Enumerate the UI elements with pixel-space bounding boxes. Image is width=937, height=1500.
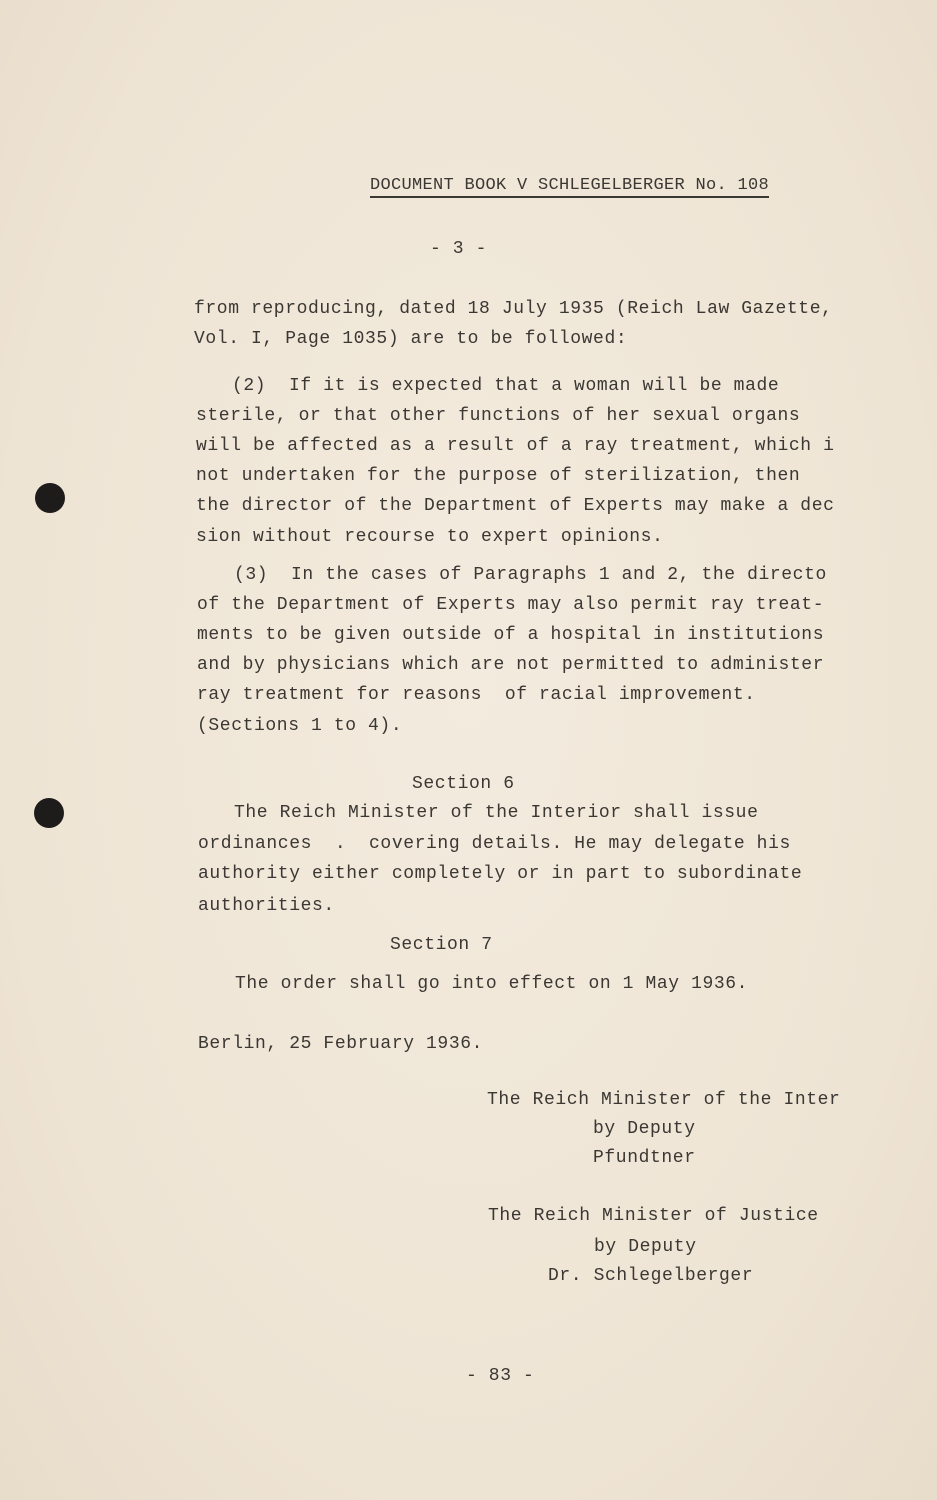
paragraph-2-line: will be affected as a result of a ray treatment, which i (196, 436, 835, 456)
page-number-bottom: - 83 - (466, 1366, 535, 1386)
paragraph-2-line: sterile, or that other functions of her sexual organs (196, 406, 801, 426)
punch-hole-top (35, 483, 65, 513)
paragraph-3-line: (Sections 1 to 4). (197, 716, 403, 736)
punch-hole-bottom (34, 798, 64, 828)
date-line: Berlin, 25 February 1936. (198, 1034, 484, 1054)
section-7-line: The order shall go into effect on 1 May 1936. (235, 974, 749, 994)
signature-2-title: The Reich Minister of Justice (488, 1206, 819, 1226)
paragraph-3-line: ray treatment for reasons of racial improvement. (197, 685, 756, 705)
paragraph-3-line: and by physicians which are not permitted to administer (197, 655, 825, 675)
paragraph-2-line: sion without recourse to expert opinions. (196, 527, 664, 547)
paragraph-2-line: not undertaken for the purpose of sterilization, then (196, 466, 801, 486)
signature-2-name: Dr. Schlegelberger (548, 1266, 754, 1286)
signature-1-title: The Reich Minister of the Inter (487, 1090, 841, 1110)
intro-line: Vol. I, Page 1035) are to be followed: (194, 329, 628, 349)
signature-1-name: Pfundtner (593, 1148, 696, 1168)
paragraph-2-line: the director of the Department of Experts may make a dec (196, 496, 835, 516)
paragraph-3-line: of the Department of Experts may also permit ray treat- (197, 595, 825, 615)
page-number-top: - 3 - (430, 239, 488, 259)
paragraph-3-line: ments to be given outside of a hospital in institutions (197, 625, 825, 645)
signature-2-by: by Deputy (594, 1237, 697, 1257)
paragraph-3-line: (3) In the cases of Paragraphs 1 and 2, the directo (234, 565, 827, 585)
paragraph-2-line: (2) If it is expected that a woman will be made (232, 376, 780, 396)
document-header: DOCUMENT BOOK V SCHLEGELBERGER No. 108 (370, 176, 769, 198)
signature-1-by: by Deputy (593, 1119, 696, 1139)
section-6-line: authorities. (198, 896, 335, 916)
section-6-heading: Section 6 (412, 774, 515, 794)
section-6-line: The Reich Minister of the Interior shall issue (234, 803, 759, 823)
section-6-line: ordinances . covering details. He may delegate his (198, 834, 791, 854)
section-7-heading: Section 7 (390, 935, 493, 955)
section-6-line: authority either completely or in part to subordinate (198, 864, 803, 884)
intro-line: from reproducing, dated 18 July 1935 (Reich Law Gazette, (194, 299, 833, 319)
